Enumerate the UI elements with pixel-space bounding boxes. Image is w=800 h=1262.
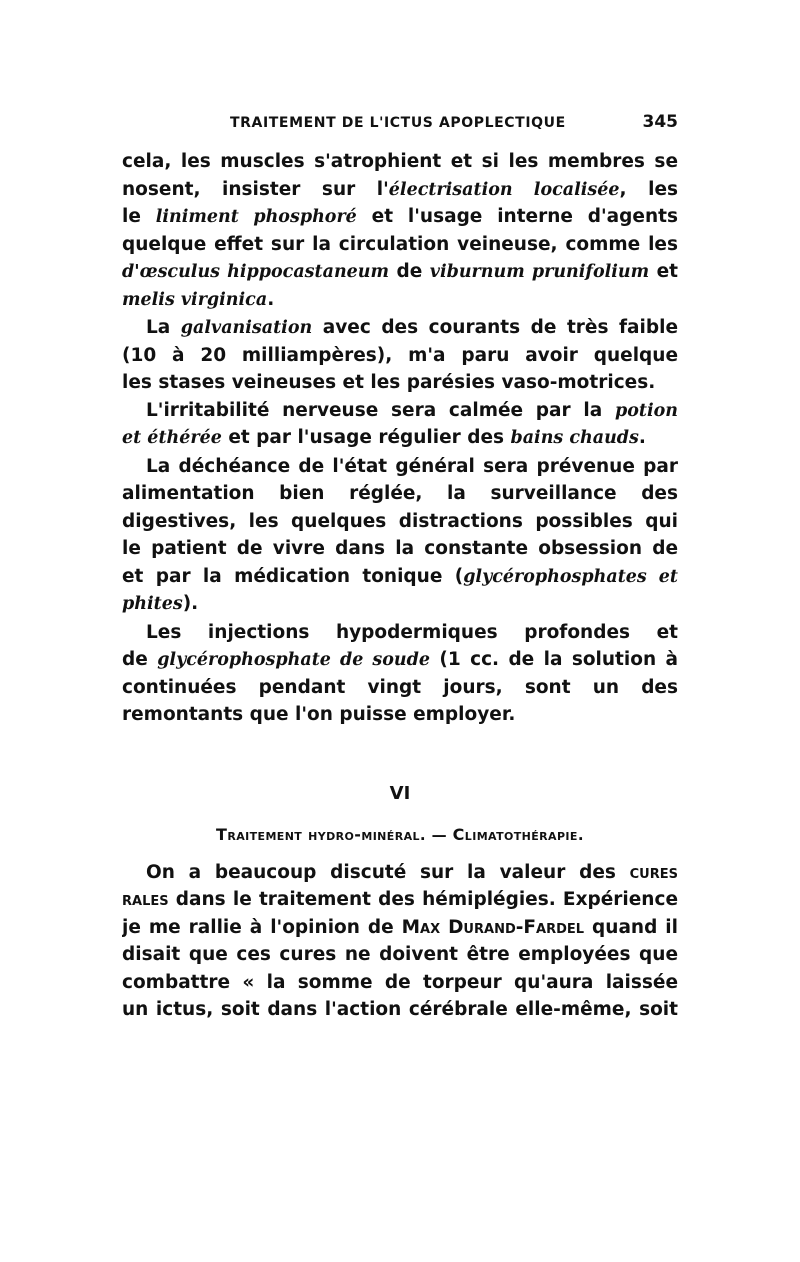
text-line: digestives, les quelques distractions possibles qui [122,510,678,532]
book-page [122,112,678,1024]
text-line: quelque effet sur la circulation veineuse, comme les [122,233,678,255]
paragraph-continuation [122,148,678,314]
paragraph-cures [122,859,678,1024]
text-line: melis virginica. [122,288,275,310]
text-line: L'irritabilité nerveuse sera calmée par la potion [146,399,678,421]
text-line: remontants que l'on puisse employer. [122,704,516,725]
text-line: (10 à 20 milliampères), m'a paru avoir quelque [122,344,678,366]
text-line: je me rallie à l'opinion de Max Durand-Fardel quand il [122,916,678,938]
text-line: continuées pendant vingt jours, sont un des [122,676,678,698]
text-line: cela, les muscles s'atrophient et si les membres se [122,151,678,172]
text-line: phites). [122,593,199,614]
text-line: La galvanisation avec des courants de très faible [146,317,678,338]
paragraph-irritabilite [122,397,678,453]
text-line: et éthérée et par l'usage régulier des bains chauds. [122,427,646,448]
text-line: d'œsculus hippocastaneum de viburnum prunifolium et [122,261,678,282]
running-head-title: TRAITEMENT DE L'ICTUS APOPLECTIQUE [230,115,566,131]
text-line: On a beaucoup discuté sur la valeur des cures [146,861,678,883]
text-line: les stases veineuses et les parésies vaso-motrices. [122,372,656,393]
text-line: Les injections hypodermiques profondes et [146,621,678,643]
text-line: nosent, insister sur l'électrisation localisée, les [122,178,678,200]
paragraph-galvanisation [122,314,678,397]
text-line: disait que ces cures ne doivent être employées que [122,944,678,965]
page-number: 345 [642,112,678,132]
text-line: alimentation bien réglée, la surveillance des [122,483,678,504]
section-title: Traitement hydro-minéral. — Climatothérapie. [216,824,584,844]
running-head [122,112,678,140]
text-line: de glycérophosphate de soude (1 cc. de la solution à [122,649,678,670]
text-line: le patient de vivre dans la constante obsession de [122,538,678,559]
text-line: combattre « la somme de torpeur qu'aura laissée [122,971,678,993]
text-line: un ictus, soit dans l'action cérébrale elle-même, soit [122,999,678,1020]
paragraph-injections [122,619,678,729]
section-number: VI [389,782,411,804]
text-line: rales dans le traitement des hémiplégies. Expérience [122,889,678,910]
text-line: le liniment phosphoré et l'usage interne d'agents [122,206,678,227]
text-line: La déchéance de l'état général sera prévenue par [146,455,678,477]
text-line: et par la médication tonique (glycérophosphates et [122,565,678,587]
paragraph-decheance [122,453,678,619]
